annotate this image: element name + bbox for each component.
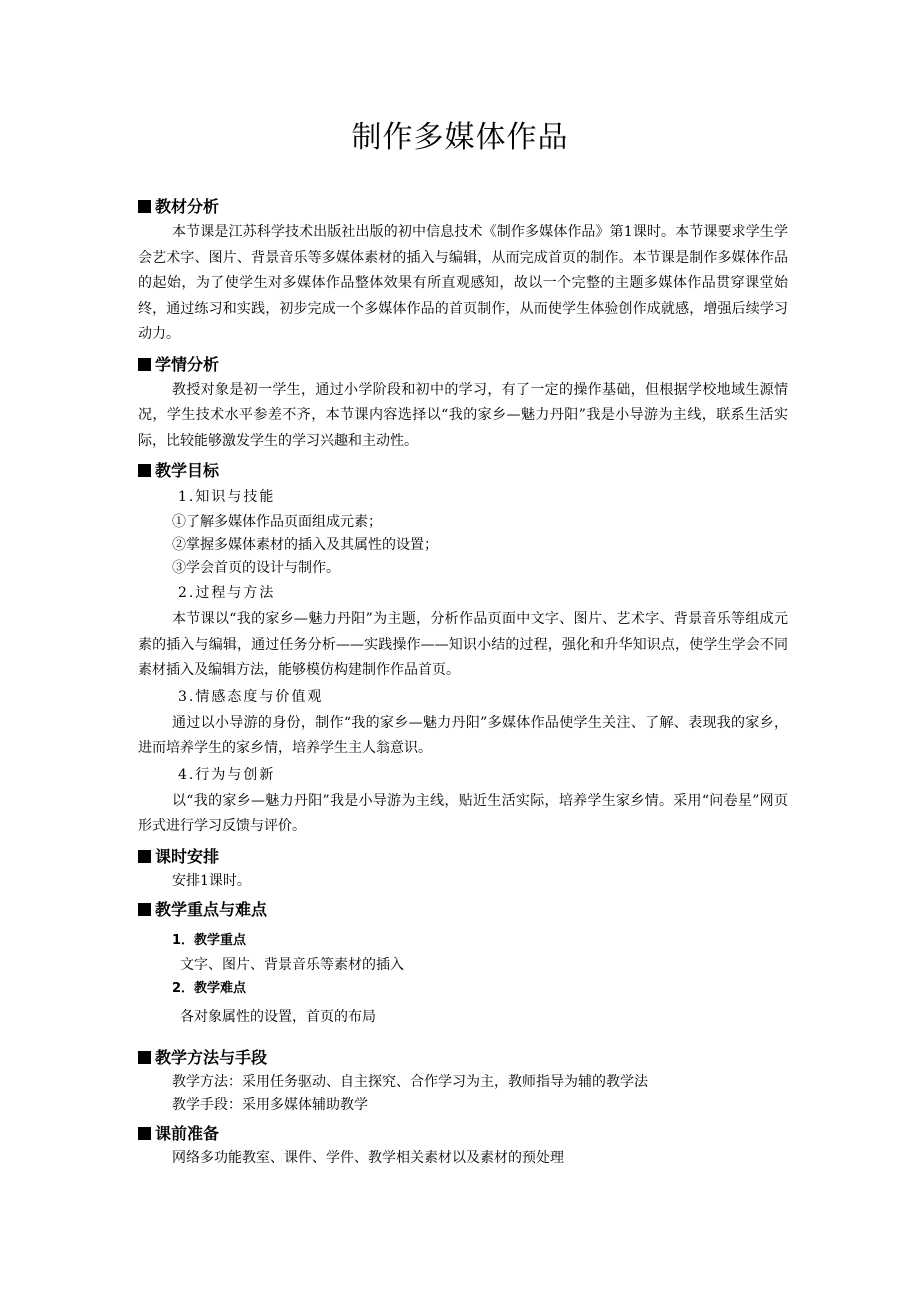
means-text: 教学手段：采用多媒体辅助教学 <box>172 1096 368 1113</box>
page-title: 制作多媒体作品 <box>351 120 569 155</box>
black-square-icon <box>138 464 151 477</box>
section-heading-objectives: 教学目标 <box>138 458 788 484</box>
black-square-icon <box>138 200 151 213</box>
section-heading-methods: 教学方法与手段 <box>138 1045 788 1071</box>
objective-process-paragraph: 本节课以“我的家乡—魅力丹阳”为主题，分析作品页面中文字、图片、艺术字、背景音乐等组成元素的插入与编辑，通过任务分析——实践操作——知识小结的过程，强化和升华知识点，使学生学会不同素材插入及编辑方法，能够模仿构建制作作品首页。 <box>138 611 788 678</box>
keypoint-difficulty-text: 各对象属性的设置，首页的布局 <box>180 1008 376 1025</box>
method-text: 教学方法：采用任务驱动、自主探究、合作学习为主，教师指导为辅的教学法 <box>172 1073 648 1090</box>
black-square-icon <box>138 850 151 863</box>
section-heading-textbook: 教材分析 <box>138 194 788 220</box>
objective-behavior-paragraph: 以“我的家乡—魅力丹阳”我是小导游为主线，贴近生活实际，培养学生家乡情。采用“问卷星”网页形式进行学习反馈与评价。 <box>138 792 788 834</box>
objective-knowledge-item: ②掌握多媒体素材的插入及其属性的设置； <box>172 537 438 553</box>
objective-emotion-label: 3.情感态度与价值观 <box>178 688 324 705</box>
schedule-text: 安排1课时。 <box>172 872 251 889</box>
student-analysis-paragraph: 教授对象是初一学生，通过小学阶段和初中的学习，有了一定的操作基础，但根据学校地域生源情况，学生技术水平参差不齐，本节课内容选择以“我的家乡—魅力丹阳”我是小导游为主线，联系生活实际，比较能够激发学生的学习兴趣和主动性。 <box>138 381 788 449</box>
section-heading-keypoints: 教学重点与难点 <box>138 897 788 923</box>
black-square-icon <box>138 903 151 916</box>
objective-behavior-label: 4.行为与创新 <box>178 766 276 783</box>
objective-emotion-paragraph: 通过以小导游的身份，制作“我的家乡—魅力丹阳”多媒体作品使学生关注、了解、表现我的家乡，进而培养学生的家乡情，培养学生主人翁意识。 <box>138 714 788 756</box>
document-body <box>138 190 788 1170</box>
objective-process-label: 2.过程与方法 <box>178 585 276 601</box>
black-square-icon <box>138 1127 151 1140</box>
section-heading-schedule: 课时安排 <box>138 844 788 870</box>
preparation-text: 网络多功能教室、课件、学件、教学相关素材以及素材的预处理 <box>172 1149 564 1166</box>
black-square-icon <box>138 358 151 371</box>
section-heading-preparation: 课前准备 <box>138 1121 788 1147</box>
black-square-icon <box>138 1051 151 1064</box>
objective-knowledge-item: ③学会首页的设计与制作。 <box>172 560 340 576</box>
objective-knowledge-item: ①了解多媒体作品页面组成元素； <box>172 514 382 530</box>
section-heading-students: 学情分析 <box>138 352 788 378</box>
objective-knowledge-label: 1.知识与技能 <box>178 489 276 505</box>
keypoint-focus-text: 文字、图片、背景音乐等素材的插入 <box>180 956 404 973</box>
keypoint-difficulty-label: 2．教学难点 <box>172 980 247 996</box>
keypoint-focus-label: 1．教学重点 <box>172 932 247 948</box>
textbook-analysis-paragraph: 本节课是江苏科学技术出版社出版的初中信息技术《制作多媒体作品》第1课时。本节课要求学生学会艺术字、图片、背景音乐等多媒体素材的插入与编辑，从而完成首页的制作。本节课是制作多媒体作品的起始，为了使学生对多媒体作品整体效果有所直观感知，故以一个完整的主题多媒体作品贯穿课堂始终，通过练习和实践，初步完成一个多媒体作品的首页制作，从而使学生体验创作成就感，增强后续学习动力。 <box>138 224 788 342</box>
